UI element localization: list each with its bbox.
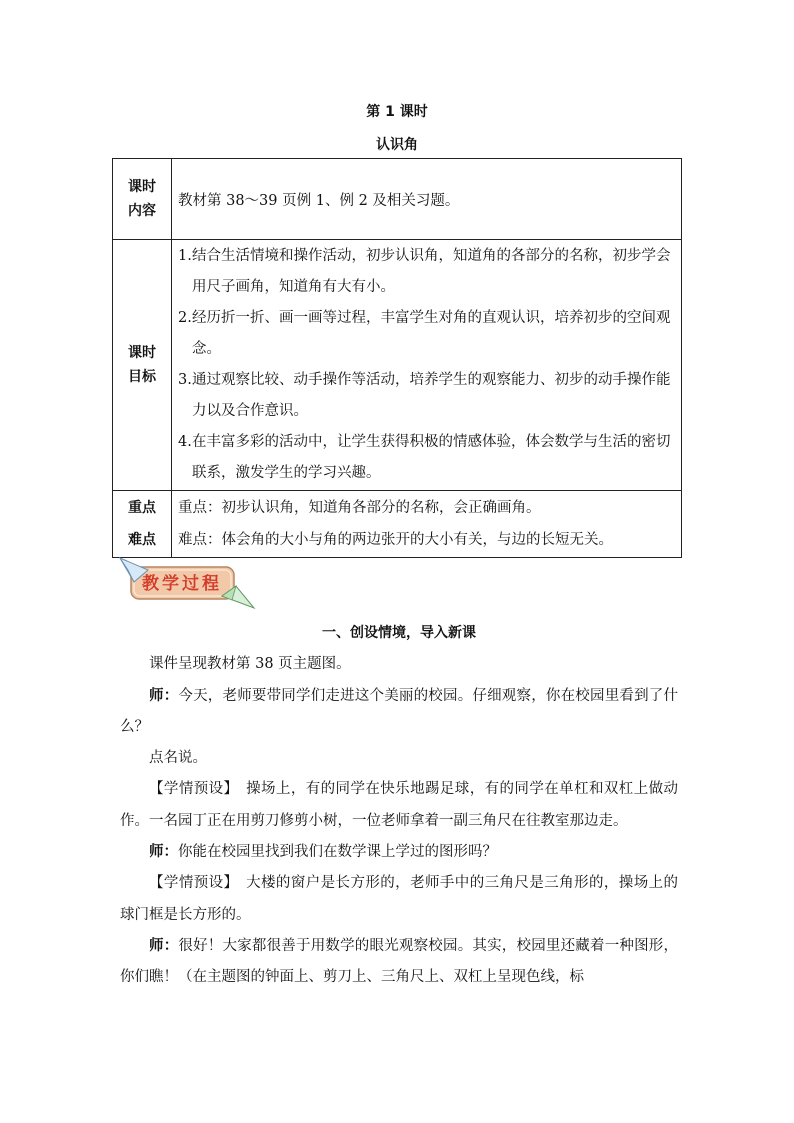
banner-text: 教学过程	[142, 574, 222, 594]
paragraph: 【学情预设】 大楼的窗户是长方形的，老师手中的三角尺是三角形的，操场上的球门框是长方形的。	[120, 875, 679, 923]
section-heading: 一、创设情境，导入新课	[322, 625, 476, 641]
paragraph: 师：很好！大家都很善于用数学的眼光观察校园。其实，校园里还藏着一种图形，你们瞧！（在主题图的钟面上、剪刀上、三角尺上、双杠上呈现色线，标	[120, 937, 679, 986]
content-text: 教材第 38～39 页例 1、例 2 及相关习题。	[172, 159, 682, 240]
difficult-point: 难点：体会角的大小与角的两边张开的大小有关，与边的长短无关。	[178, 532, 613, 548]
key-point: 重点：初步认识角，知道角各部分的名称，会正确画角。	[178, 500, 541, 516]
paragraph: 课件呈现教材第 38 页主题图。	[149, 656, 351, 673]
goal-item: 2. 经历折一折、画一画等过程，丰富学生对角的直观认识，培养初步的空间观念。	[178, 310, 671, 357]
paragraph: 点名说。	[149, 750, 207, 767]
keypoints-row	[113, 491, 682, 558]
keypoints-label: 重点 难点	[113, 491, 172, 558]
lesson-plan-table	[112, 158, 682, 558]
goals-row	[113, 240, 682, 491]
keypoints-cell	[172, 491, 682, 558]
lesson-topic: 认识角	[376, 137, 418, 153]
teaching-process-banner	[118, 556, 260, 612]
goal-item: 4. 在丰富多彩的活动中，让学生获得积极的情感体验，体会数学与生活的密切联系，激发学生的学习兴趣。	[178, 434, 671, 481]
content-row	[113, 159, 682, 240]
paragraph: 师：今天，老师要带同学们走进这个美丽的校园。仔细观察，你在校园里看到了什么？	[120, 687, 679, 735]
lesson-number: 第 1 课时	[366, 104, 428, 120]
goal-item: 1. 结合生活情境和操作活动，初步认识角，知道角的各部分的名称，初步学会用尺子画角，知道角有大有小。	[178, 248, 671, 295]
goal-item: 3. 通过观察比较、动手操作等活动，培养学生的观察能力、初步的动手操作能力以及合作意识。	[178, 372, 671, 419]
paper-plane-icon	[118, 556, 260, 612]
goals-cell	[172, 240, 682, 491]
goals-label: 课时目标	[113, 240, 172, 491]
paragraph: 师：你能在校园里找到我们在数学课上学过的图形吗？	[149, 844, 497, 861]
content-label: 课时内容	[113, 159, 172, 240]
paragraph: 【学情预设】 操场上，有的同学在快乐地踢足球，有的同学在单杠和双杠上做动作。一名园丁正在用剪刀修剪小树，一位老师拿着一副三角尺在往教室那边走。	[120, 781, 679, 829]
lesson-body	[120, 618, 678, 994]
